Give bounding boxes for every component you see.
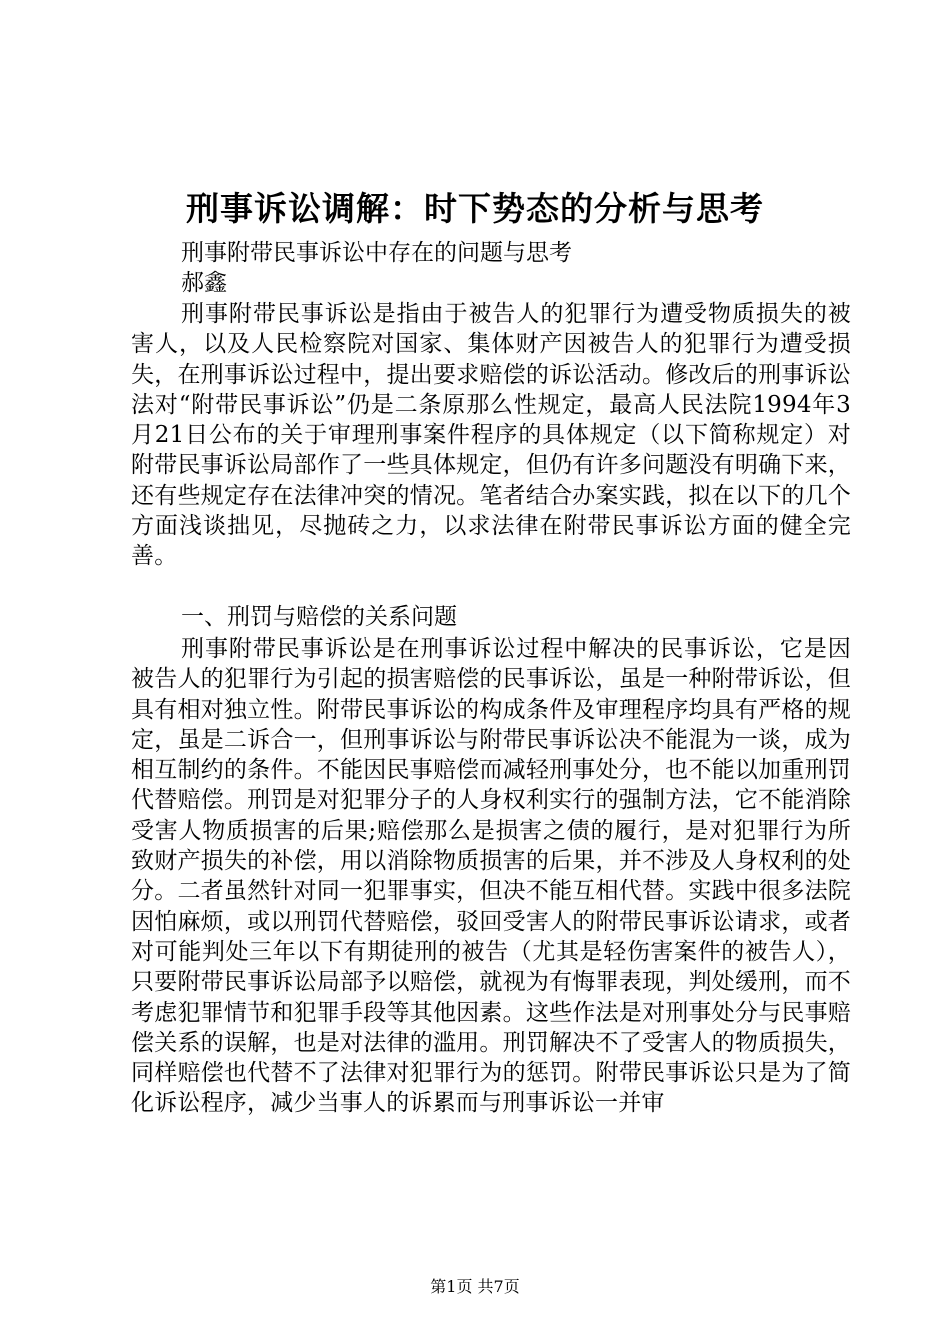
- page-indicator: 第1页 共7页: [430, 1277, 520, 1296]
- body-paragraph: 刑事附带民事诉讼是在刑事诉讼过程中解决的民事诉讼，它是因被告人的犯罪行为引起的损害赔偿的民事诉讼，虽是一种附带诉讼，但具有相对独立性。附带民事诉讼的构成条件及审理程序均具有严格的规定，虽是二诉合一，但刑事诉讼与附带民事诉讼决不能混为一谈，成为相互制约的条件。不能因民事赔偿而减轻刑事处分，也不能以加重刑罚代替赔偿。刑罚是对犯罪分子的人身权利实行的强制方法，它不能消除受害人物质损害的后果;赔偿那么是损害之债的履行，是对犯罪行为所致财产损失的补偿，用以消除物质损害的后果，并不涉及人身权利的处分。二者虽然针对同一犯罪事实，但决不能互相代替。实践中很多法院因怕麻烦，或以刑罚代替赔偿，驳回受害人的附带民事诉讼请求，或者对可能判处三年以下有期徒刑的被告（尤其是轻伤害案件的被告人），只要附带民事诉讼局部予以赔偿，就视为有悔罪表现，判处缓刑，而不考虑犯罪情节和犯罪手段等其他因素。这些作法是对刑事处分与民事赔偿关系的误解，也是对法律的滥用。刑罚解决不了受害人的物质损失，同样赔偿也代替不了法律对犯罪行为的惩罚。附带民事诉讼只是为了简化诉讼程序，减少当事人的诉累而与刑事诉讼一并审: [131, 636, 851, 1117]
- document-subtitle: 刑事附带民事诉讼中存在的问题与思考: [181, 240, 572, 266]
- document-author: 郝鑫: [181, 270, 227, 296]
- section-heading: 一、刑罚与赔偿的关系问题: [181, 604, 457, 630]
- body-paragraph: 刑事附带民事诉讼是指由于被告人的犯罪行为遭受物质损失的被害人，以及人民检察院对国家、集体财产因被告人的犯罪行为遭受损失，在刑事诉讼过程中，提出要求赔偿的诉讼活动。修改后的刑事诉讼法对“附带民事诉讼”仍是二条原那么性规定，最高人民法院1994年3月21日公布的关于审理刑事案件程序的具体规定（以下简称规定）对附带民事诉讼局部作了一些具体规定，但仍有许多问题没有明确下来，还有些规定存在法律冲突的情况。笔者结合办案实践，拟在以下的几个方面浅谈拙见，尽抛砖之力，以求法律在附带民事诉讼方面的健全完善。: [131, 301, 851, 570]
- document-title: 刑事诉讼调解：时下势态的分析与思考: [186, 189, 764, 228]
